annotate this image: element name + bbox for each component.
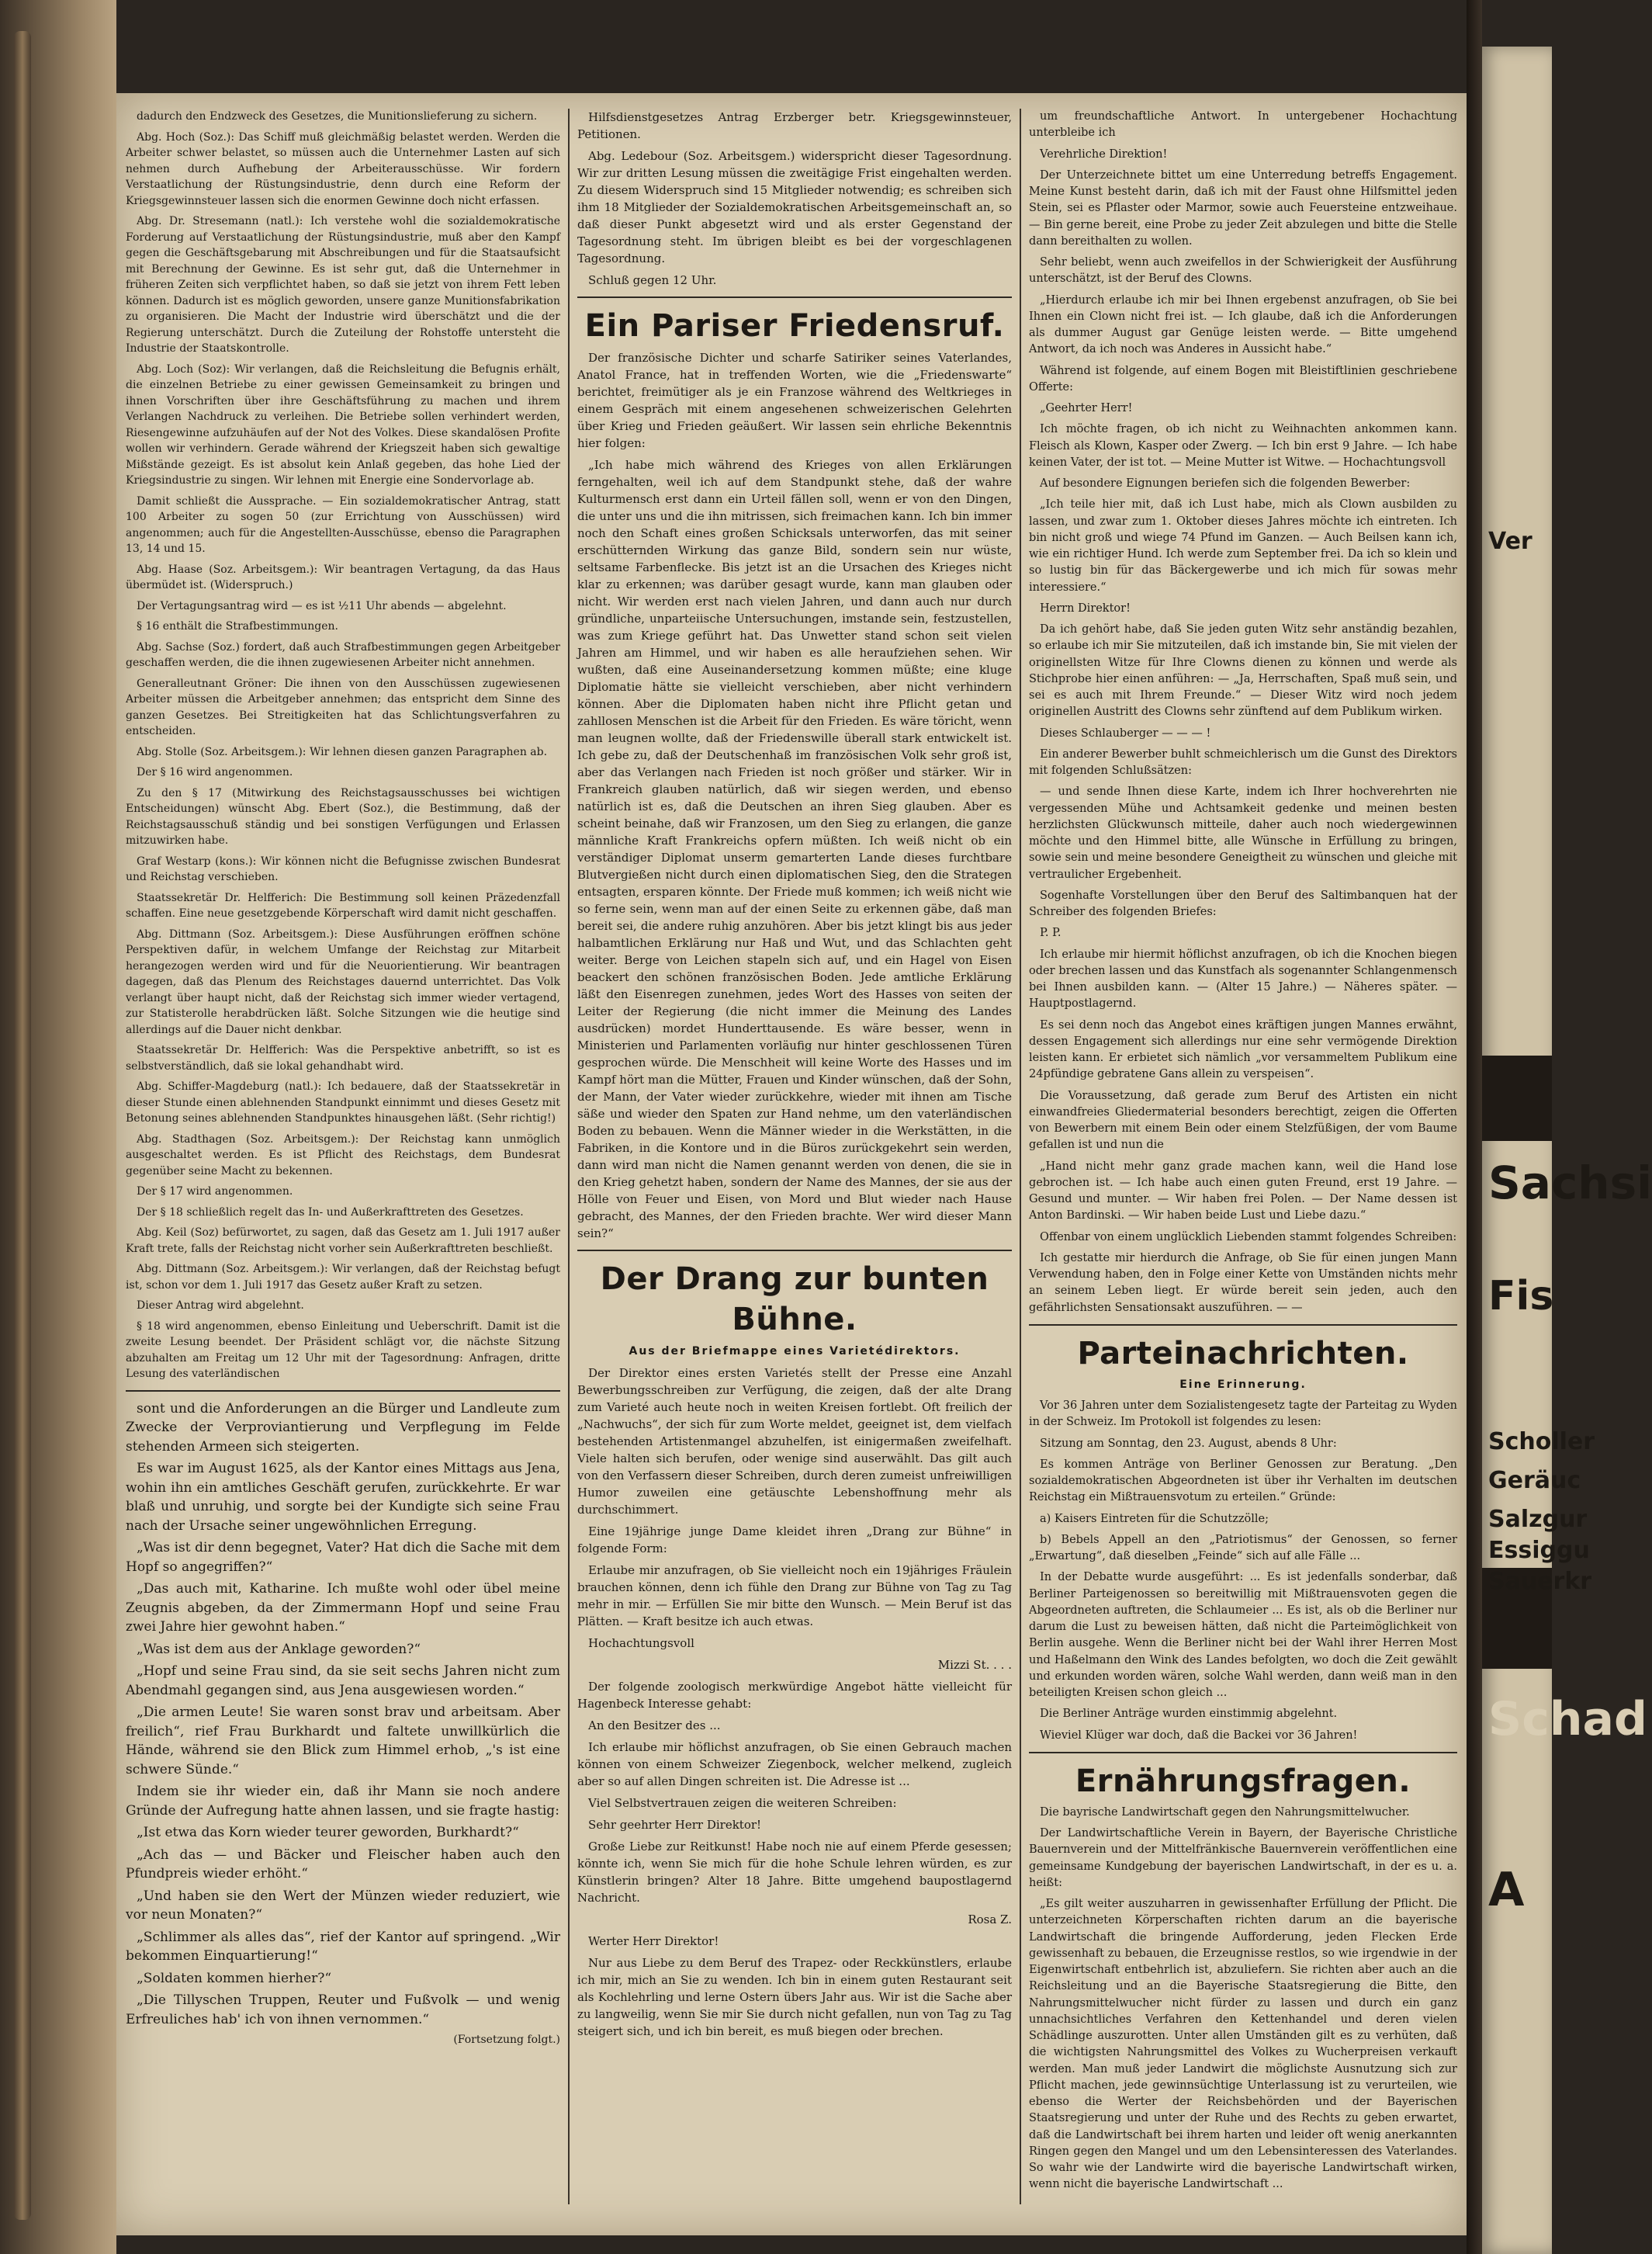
paragraph: Abg. Keil (Soz) befürwortet, zu sagen, daß das Gesetz am 1. Juli 1917 außer Kraft trete, falls der Reichstag nicht vorher sein Außerkrafttreten beschließt. [126,1226,560,1255]
paragraph: „Geehrter Herr! [1040,402,1133,414]
headline-drang-zur-buehne: Der Drang zur bunten Bühne. [600,1261,989,1337]
column-rule [1020,109,1021,2204]
paragraph: § 16 enthält die Strafbestimmungen. [137,620,339,633]
column-2 [577,109,1012,2044]
paragraph: Hilfsdienstgesetzes Antrag Erzberger betr. Kriegsgewinnsteuer, Petitionen. [577,110,1012,141]
paragraph: Es kommen Anträge von Berliner Genossen zur Beratung. „Den sozialdemokratischen Abgeordneten ist über ihr Verhalten im deutschen Reichstag ein Mißtrauensvotum zu erteilen.“ Gründe: [1029,1458,1457,1504]
paragraph: Nur aus Liebe zu dem Beruf des Trapez- oder Reckkünstlers, erlaube ich mir, mich an Sie zu wenden. Ich bin in einem guten Restaurant seit als Kochlehrling und lerne Ostern übers Jahr aus. Wir ist die Sache aber zu langweilig, wenn Sie mir Sie durch nicht gefallen, nun von Tag zu Tag steigert sich, und ich bin bereit, es muß biegen oder brechen. [577,1956,1012,2038]
paragraph: Staatssekretär Dr. Helfferich: Die Bestimmung soll keinen Präzedenzfall schaffen. Eine neue gesetzgebende Körperschaft wird damit nicht geschaffen. [126,891,560,920]
paragraph: Es sei denn noch das Angebot eines kräftigen jungen Mannes erwähnt, dessen Engagement sich allerdings nur eine sehr vermögende Direktion leisten kann. Er erbietet sich nämlich „vor versammeltem Publikum eine 24pfündige gebratene Gans allein zu verspeisen“. [1029,1018,1457,1081]
paragraph: a) Kaisers Eintreten für die Schutzzölle; [1040,1512,1269,1525]
story-paragraph: „Die armen Leute! Sie waren sonst brav und arbeitsam. Aber freilich“, rief Frau Burkhardt und faltete unwillkürlich die Hände, während sie den Blick zum Himmel erhob, „'s ist eine schwere Sünde.“ [126,1704,560,1777]
paragraph: Abg. Dr. Stresemann (natl.): Ich verstehe wohl die sozialdemokratische Forderung auf Verstaatlichung der Rüstungsindustrie, muß aber den Kampf gegen die Geschäftsgebarung mit Abschreibungen und für die Staatsaufsicht mit Berechnung der Gewinne. Es ist sehr gut, daß die Unternehmer in früheren Zeiten sich verpflichtet haben, so daß sie jetzt von ihrem Fett leben können. Dadurch ist es möglich geworden, unsere ganze Munitionsfabrikation zu organisieren. Die Macht der Industrie wird überschätzt und die der Regierung unterschätzt. Durch die Zuteilung der Rohstoffe untersteht die Industrie der Staatskontrolle. [126,215,560,355]
story-paragraph: „Soldaten kommen hierher?“ [137,1970,332,1986]
next-page-fragment: Schad [1488,1692,1647,1746]
story-paragraph: „Die Tillyschen Truppen, Reuter und Fußvolk — und wenig Erfreuliches hab' ich von ihnen vernommen.“ [126,1992,560,2027]
next-page-fragment: Ver [1488,528,1533,555]
paragraph: Wieviel Klüger war doch, daß die Backei vor 36 Jahren! [1040,1729,1358,1742]
next-page-fragment: Scholler [1488,1428,1595,1455]
paragraph: Abg. Schiffer-Magdeburg (natl.): Ich bedauere, daß der Staatssekretär in dieser Stunde einen ablehnenden Standpunkt einnimmt und dieses Gesetz mit Betonung seines ablehnenden Standpunktes hinausgehen läßt. (Sehr richtig!) [126,1080,560,1125]
paragraph: dadurch den Endzweck des Gesetzes, die Munitionslieferung zu sichern. [137,110,538,123]
headline-ernaehrungsfragen: Ernährungsfragen. [1075,1763,1411,1799]
paragraph: Der Landwirtschaftliche Verein in Bayern, der Bayerische Christliche Bauernverein und der Mittelfränkische Bauernverein veröffentlichen eine gemeinsame Kundgebung der bayerischen Landwirtschaft, in der es u. a. heißt: [1029,1827,1457,1889]
continued-note: (Fortsetzung folgt.) [453,2034,560,2046]
next-page-fragment: Sachsi [1488,1156,1652,1209]
paragraph: Sitzung am Sonntag, den 23. August, abends 8 Uhr: [1040,1437,1337,1450]
section-divider [577,296,1012,298]
next-page-fragment: Salzgur [1488,1506,1588,1533]
paragraph: Graf Westarp (kons.): Wir können nicht die Befugnisse zwischen Bundesrat und Reichstag verschieben. [126,855,560,883]
paragraph: Sogenhafte Vorstellungen über den Beruf des Saltimbanquen hat der Schreiber des folgenden Briefes: [1029,889,1457,918]
paragraph: Der Direktor eines ersten Varietés stellt der Presse eine Anzahl Bewerbungsschreiben zur Verfügung, die zeigen, daß der alte Drang zum Varieté auch heute noch in weiten Kreisen fortlebt. Oft freilich der „Nachwuchs“, der sich für zum Worte meldet, geeignet ist, dem vielfach bestehenden Artistenmangel abzuhelfen, ist einigermaßen zweifelhaft. Viele halten sich berufen, oder wenige sind auserwählt. Das gilt auch von den Verfassern dieser Schreiben, durch deren zumeist unfreiwilligen Humor zuweilen eine getäuschte Lebenshoffnung mehr als durchschimmert. [577,1366,1012,1517]
paragraph: „Ich habe mich während des Krieges von allen Erklärungen ferngehalten, weil ich auf dem Standpunkt stehe, daß der wahre Kulturmensch erst dann ein Urteil fällen soll, wenn er von den Dingen, die unter uns und die ihn mitrissen, sich freimachen kann. Ich bin immer noch den Schaft eines großen Schicksals unterworfen, das mit seiner erschütternden Wirkung das ganze Bild, sondern sein nur wüste, seltsame Farbenflecke. Bis jetzt ist an die Ursachen des Krieges nicht klar zu erkennen; was darüber gesagt wurde, kann man glauben oder nicht. Wir werden erst nach vielen Jahren, und dann auch nur durch gründliche, unparteiische Untersuchungen, imstande sein, festzustellen, was zum Kriege geführt hat. Das Unwetter stand schon seit vielen Jahren am Himmel, und wir haben es alle heraufziehen sehen. Wir wußten, daß eine Auseinandersetzung kommen müßte; eine kluge Diplomatie hätte sie vielleicht verschieben, aber nicht verhindern können. Aber die Diplomaten haben nicht ihre Pflicht getan und zahllosen Menschen ist die Arbeit für den Frieden. Es wäre töricht, wenn man leugnen wollte, daß der Friedenswille überall stark entwickelt ist. Ich gebe zu, daß der Deutschenhaß im französischen Volk sehr groß ist, aber das Verlangen nach Frieden ist noch größer und stärker. Wir in Frankreich glauben natürlich, daß wir siegen werden, und ebenso natürlich ist es, daß die Deutschen an ihren Sieg glauben. Aber es scheint beinahe, daß wir Franzosen, um den Sieg zu erlangen, die ganze männliche Kraft Frankreichs opfern müßten. Ich weiß nicht ob ein verständiger Diplomat unserm gemarterten Lande dieses furchtbare Blutvergießen nicht durch einen diplomatischen Sieg, den die Strategen entsagten, ersparen könnte. Der Friede muß kommen; ich weiß nicht wie so ferne sein, wenn man auf der einen Seite zu erkennen gäbe, daß man bereit sei, die andere ruhig anzuhören. Aber bis jetzt klingt bis aus jeder halbamtlichen Erklärung nur Haß und Wut, und das Schlachten geht weiter. Berge von Leichen stapeln sich auf, und ein Hagel von Eisen beackert den schönen französischen Boden. Jede amtliche Erklärung läßt den Eisenregen zunehmen, jedes Wort des Hasses von seiten der Leiter der Regierung (die nicht immer die Meinung des Landes ausdrücken) mordet Hunderttausende. Es wäre besser, wenn in Ministerien und Parlamenten vorläufig nur hinter geschlossenen Türen gesprochen würde. Die Menschheit will keine Worte des Hasses und im Kampf hört man die Mütter, Frauen und Kinder wünschen, daß der Sohn, der Mann, der Vater wieder zurückkehre, wieder mit ihnen am Tische säße und wieder den Spaten zur Hand nehme, um den vaterländischen Boden zu bebauen. Wenn die Männer wieder in die Werkstätten, in die Fabriken, in die Kontore und in die Büros zurückgekehrt sein werden, dann wird man nicht die Namen genannt werden von denen, die sie in den Krieg gehetzt haben, sondern der Name des Mannes, der sie aus der Hölle von Feuer und Eisen, von Mord und Blut wieder nach Hause gebracht, des Mannes, der den Frieden brachte. Wer wird dieser Mann sein?“ [577,458,1013,1240]
page-gutter [1467,0,1482,2254]
story-paragraph: „Was ist dem aus der Anklage geworden?“ [137,1641,421,1657]
section-divider [1029,1752,1457,1753]
article-drang-zur-buehne [577,1365,1012,2040]
book-binding [0,0,116,2254]
story-paragraph: „Was ist dir denn begegnet, Vater? Hat dich die Sache mit dem Hopf so angegriffen?“ [126,1540,560,1575]
paragraph: Abg. Loch (Soz): Wir verlangen, daß die Reichsleitung die Befugnis erhält, die einzelnen Betriebe zu einer gewissen Gemeinsamkeit zu bringen und ihnen Vorschriften über ihre Geschäftsführung zu machen und ihrem Verlangen Nachdruck zu verleihen. Die Betriebe sollen verhindert werden, Riesengewinne aufzuhäufen auf der Not des Volkes. Diese skandalösen Profite wollen wir verhindern. Gerade während der Kriegszeit haben sich gewaltige Mißstände gezeigt. Es ist absolut kein Anlaß gegeben, das hohe Lied der Kriegsindustrie zu singen. Wir lehnen mit Energie eine Sondervorlage ab. [126,362,560,487]
column-1 [126,109,560,2053]
paragraph: Generalleutnant Gröner: Die ihnen von den Ausschüssen zugewiesenen Arbeiter müssen die Arbeitgeber annehmen; das entspricht dem Sinne des ganzen Gesetzes. Bei Streitigkeiten hat das Schlichtungsverfahren zu entscheiden. [126,677,560,737]
section-divider [126,1390,560,1392]
paragraph: Der französische Dichter und scharfe Satiriker seines Vaterlandes, Anatol France, hat in treffenden Worten, wie die „Friedenswarte“ berichtet, freimütiger als je ein Franzose während des Weltkrieges in einem Gespräch mit einem angesehenen schweizerischen Gelehrten über Krieg und Frieden geäußert. Wir lassen sein ehrliche Bekenntnis hier folgen: [577,351,1012,450]
paragraph: Abg. Haase (Soz. Arbeitsgem.): Wir beantragen Vertagung, da das Haus übermüdet ist. (Widerspruch.) [126,563,560,591]
paragraph: „Hierdurch erlaube ich mir bei Ihnen ergebenst anzufragen, ob Sie bei Ihnen ein Clown nicht frei ist. — Ich glaube, daß ich die Anforderungen als dummer August gar Genüge leisten werde. — Bitte umgehend Antwort, da ich noch was Anderes in Aussicht habe.“ [1029,293,1457,356]
adjacent-page-edge [1482,47,1652,2254]
paragraph: Ich erlaube mir hiermit höflichst anzufragen, ob ich die Knochen biegen oder brechen lassen und das Kunstfach als sogenannter Schlangenmensch bei Ihnen ausbilden kann. — (Alter 15 Jahre.) — Näheres später. — Hauptpostlagernd. [1029,948,1457,1011]
paragraph: § 18 wird angenommen, ebenso Einleitung und Ueberschrift. Damit ist die zweite Lesung beendet. Der Präsident schlägt vor, die nächste Sitzung abzuhalten am Freitag um 12 Uhr mit der Tagesordnung: Anfragen, dritte Lesung des vaterländischen [126,1319,560,1380]
paragraph: In der Debatte wurde ausgeführt: ... Es ist jedenfalls sonderbar, daß Berliner Parteigenossen so bereitwillig mit Mißtrauensvoten gegen die Abgeordneten auftreten, die Schlaumeier ... Es ist, als ob die Berliner nur darum die Lust zu beweisen hätten, daß nicht die Parteimöglichkeit von Berlin ausgehe. Wenn die Berliner nicht bei der Wahl ihrer Herren Most und Haßelmann den Wink des Landes befolgten, wo doch die Zeit gewählt und erkunden worden wären, solche Wahl werden, dann weiß man in den beteiligten Kreisen schon gleich ... [1029,1571,1457,1699]
next-page-fragment: Geräuc [1488,1467,1581,1494]
paragraph: Sehr beliebt, wenn auch zweifellos in der Schwierigkeit der Ausführung unterschätzt, ist der Beruf des Clowns. [1029,256,1457,286]
paragraph: Abg. Stolle (Soz. Arbeitsgem.): Wir lehnen diesen ganzen Paragraphen ab. [137,745,548,758]
paragraph: Die bayrische Landwirtschaft gegen den Nahrungsmittelwucher. [1040,1805,1410,1819]
paragraph: Dieser Antrag wird abgelehnt. [137,1299,304,1312]
story-paragraph: Indem sie ihr wieder ein, daß ihr Mann sie noch andere Gründe der Aufregung hatte ahnen lassen, und sie fragte hastig: [126,1784,560,1819]
paragraph: Hochachtungsvoll [588,1636,694,1650]
binding-stripe [14,31,31,2220]
column-1-parliament-report [126,109,560,1382]
next-page-fragment: A [1488,1863,1525,1917]
next-page-fragment: Sauerkr [1488,1568,1592,1595]
paragraph: Der § 18 schließlich regelt das In- und Außerkrafttreten des Gesetzes. [137,1205,524,1219]
paragraph: „Hand nicht mehr ganz grade machen kann, weil die Hand lose gebrochen ist. — Ich habe auch einen guten Freund, erst 19 Jahre. — Gesund und munter. — Wir haben frei Polen. — Der Name dessen ist Anton Bardinski. — Wir haben beide Lust und Liebe dazu.“ [1029,1160,1457,1222]
paragraph: Große Liebe zur Reitkunst! Habe noch nie auf einem Pferde gesessen; könnte ich, wenn Sie mich für die hohe Schule lehren würden, es zur Künstlerin bringen? Alter 18 Jahre. Bitte umgehend baupostlagernd Nachricht. [577,1840,1012,1905]
paragraph: Abg. Ledebour (Soz. Arbeitsgem.) widerspricht dieser Tagesordnung. Wir zur dritten Lesung müssen die zweitägige Frist eingehalten werden. Zu diesem Widerspruch sind 15 Mitglieder notwendig; es schreiben sich ihm 18 Mitglieder der Sozialdemokratischen Arbeitsgemeinschaft an, so daß dieser Punkt abgesetzt wird und als erster Gegenstand der Tagesordnung steht. Im übrigen bleibt es bei der vorgeschlagenen Tagesordnung. [577,149,1012,265]
story-paragraph: sont und die Anforderungen an die Bürger und Landleute zum Zwecke der Verproviantierung und Verpflegung im Felde stehenden Armeen sich steigerten. [126,1400,560,1455]
paragraph: P. P. [1040,927,1062,940]
next-page-fragment: Fis [1488,1273,1554,1319]
serial-story [126,1399,560,2030]
paragraph: Offenbar von einem unglücklich Liebenden stammt folgendes Schreiben: [1040,1230,1457,1243]
paragraph: An den Besitzer des ... [588,1718,721,1732]
paragraph: Erlaube mir anzufragen, ob Sie vielleicht noch ein 19jähriges Fräulein brauchen können, denn ich fühle den Drang zur Bühne von Tag zu Tag mehr in mir. — Erfüllen Sie mir bitte den Wunsch. — Mein Beruf ist das Plätten. — Kraft besitze ich auch etwas. [577,1563,1012,1628]
story-paragraph: „Schlimmer als alles das“, rief der Kantor auf springend. „Wir bekommen Einquartierung!“ [126,1929,560,1964]
letter-signature: Rosa Z. [968,1912,1012,1926]
headline-pariser-friedensruf: Ein Pariser Friedensruf. [584,308,1005,344]
paragraph: Staatssekretär Dr. Helfferich: Was die Perspektive anbetrifft, so ist es selbstverständlich, daß sie lokal gehandhabt wird. [126,1044,560,1073]
paragraph: Vor 36 Jahren unter dem Sozialistengesetz tagte der Parteitag zu Wyden in der Schweiz. Im Protokoll ist folgendes zu lesen: [1029,1399,1457,1429]
article-pariser-friedensruf [577,349,1012,1242]
paragraph: Herrn Direktor! [1040,602,1131,615]
paragraph: Während ist folgende, auf einem Bogen mit Bleistiftlinien geschriebene Offerte: [1029,364,1457,394]
paragraph: Zu den § 17 (Mitwirkung des Reichstagsausschusses bei wichtigen Entscheidungen) wünscht Abg. Ebert (Soz.), die Bestimmung, daß der Reichstagsausschuß ständig und bei sonstigen Verfügungen und Erlassen mitzuwirken habe. [126,786,560,847]
paragraph: Die Berliner Anträge wurden einstimmig abgelehnt. [1040,1708,1338,1721]
headline-parteinachrichten: Parteinachrichten. [1077,1335,1409,1371]
paragraph: — und sende Ihnen diese Karte, indem ich Ihrer hochverehrten nie vergessenden Mühe und Achtsamkeit gedenke und meinen besten herzlichsten Glückwunsch mitteile, daher auch noch wiedergewinnen möchte und den Himmel bitte, alle Wünsche in Erfüllung zu bringen, sowie sein und meine besondere Geneigtheit zu wünschen und gleiche mit vertraulicher Ergebenheit. [1029,785,1457,881]
next-page-fragment: Essiggu [1488,1537,1590,1564]
article-ernaehrungsfragen [1029,1805,1457,2193]
paragraph: Ich möchte fragen, ob ich nicht zu Weihnachten ankommen kann. Fleisch als Klown, Kasper oder Zwerg. — Ich bin erst 9 Jahre. — Ich habe keinen Vater, der ist tot. — Meine Mutter ist Witwe. — Hochachtungsvoll [1029,423,1457,469]
paragraph: Abg. Dittmann (Soz. Arbeitsgem.): Diese Ausführungen eröffnen schöne Perspektiven dafür, in welchem Umfange der Reichstag zur Mitarbeit herangezogen werden wird und für die Neuorientierung. Wir beantragen dagegen, daß das Plenum des Reichstages dauernd unterrichtet. Das Volk verlangt über haupt nicht, daß der Reichstag sich immer wieder vertagend, zur Statisterolle herabdrücken läßt. Solche Sitzungen wie die heutige sind allerdings auf die Dauer nicht denkbar. [126,928,560,1036]
column-2-intro [577,109,1012,267]
paragraph: b) Bebels Appell an den „Patriotismus“ der Genossen, so ferner „Erwartung“, daß dieselben „Feinde“ sich auf alle Fälle ... [1029,1533,1457,1562]
story-paragraph: Es war im August 1625, als der Kantor eines Mittags aus Jena, wohin ihn ein amtliches Geschäft gerufen, zurückkehrte. Er war blaß und unruhig, und sorgte bei der Kundigte sich seine Frau nach der Ursache seiner ungewöhnlichen Erregung. [126,1461,560,1534]
paragraph: Der § 16 wird angenommen. [137,766,293,778]
story-paragraph: „Und haben sie den Wert der Münzen wieder reduziert, wie vor neun Monaten?“ [126,1888,560,1923]
story-paragraph: „Ach das — und Bäcker und Fleischer haben auch den Pfundpreis wieder erhöht.“ [126,1847,560,1881]
ad-block [1482,1056,1552,1141]
paragraph: Ich erlaube mir höflichst anzufragen, ob Sie einen Gebrauch machen können von einem Schweizer Ziegenbock, welcher melkend, zugleich aber so auf allen Dingen schreiten ist. Die Adresse ist ... [577,1740,1012,1788]
subhead-briefmappe: Aus der Briefmappe eines Varietédirektors. [629,1345,961,1358]
paragraph: Eine 19jährige junge Dame kleidet ihren „Drang zur Bühne“ in folgende Form: [577,1524,1012,1555]
column-3-letters [1029,109,1457,1316]
column-rule [568,109,570,2204]
paragraph: Abg. Stadthagen (Soz. Arbeitsgem.): Der Reichstag kann unmöglich ausgeschaltet werden. Es ist Pflicht des Reichstags, dem Bundesrat gegenüber seine Macht zu bekennen. [126,1132,560,1177]
paragraph: Ein anderer Bewerber buhlt schmeichlerisch um die Gunst des Direktors mit folgenden Schlußsätzen: [1029,747,1457,777]
paragraph: Ich gestatte mir hierdurch die Anfrage, ob Sie für einen jungen Mann Verwendung haben, den in Folge einer Kette von Umständen nichts mehr an seinem Leben liegt. Er würde bereit sein jeden, auch den gefährlichsten Sensationsakt auszuführen. — — [1029,1251,1457,1314]
newspaper-page [116,93,1467,2235]
paragraph: Abg. Hoch (Soz.): Das Schiff muß gleichmäßig belastet werden. Werden die Arbeiter schwer belastet, so müssen auch die Unternehmer Lasten auf sich nehmen durch Aufhebung der Arbeiterausschüsse. Wir fordern Verstaatlichung der Rüstungsindustrie, denn durch eine Reform der Kriegsgewinnsteuer lassen sich die enormen Gewinne doch nicht erfassen. [126,130,560,207]
paragraph: „Es gilt weiter auszuharren in gewissenhafter Erfüllung der Pflicht. Die unterzeichneten Körperschaften richten darum an die bayerische Landwirtschaft die bringende Aufforderung, jeden Flecken Erde gewissenhaft zu bebauen, die Erzeugnisse restlos, so wie irgendwie in der Eigenwirtschaft entbehrlich ist, abzuliefern. Sie richten aber auch an die Reichsleitung und an die Bayerische Staatsregierung die Bitte, den Nahrungsmittelwucher nicht fürder zu lassen und durch ein ganz unnachsichtliches Verfahren den Kettenhandel und deren vielen Schädlinge auszurotten. Unter allen Umständen gilt es zu verhüten, daß die wichtigsten Nahrungsmittel des Volkes zu Wucherpreisen verkauft werden. Man muß jeder Landwirt die möglichste Ausnutzung sich zur Pflicht machen, jede gewinnsüchtige Unterlassung ist zu verurteilen, wie ebenso die Werter der Reichsbehörden und der Bayerischen Staatsregierung und unter der Ruhe und des Rechts zu geben erwartet, daß die Landwirtschaft bei ihrem harten und leider oft wenig anerkannten Ringen gegen den Mangel und um den Lebensinteressen des Vaterlandes. So wahr wie der Landwirte wird die bayerische Landwirtschaft wirken, wenn nicht die bayerische Landwirtschaft ... [1029,1898,1457,2191]
section-divider [577,1250,1012,1251]
paragraph: Werter Herr Direktor! [588,1934,719,1948]
article-parteinachrichten [1029,1398,1457,1744]
session-close: Schluß gegen 12 Uhr. [588,273,717,287]
paragraph: Viel Selbstvertrauen zeigen die weiteren Schreiben: [588,1796,897,1810]
paragraph: Auf besondere Eignungen beriefen sich die folgenden Bewerber: [1040,477,1411,490]
paragraph: Da ich gehört habe, daß Sie jeden guten Witz sehr anständig bezahlen, so erlaube ich mir Sie mitzuteilen, daß ich imstande bin, Sie mit vielen der originellsten Witze für Ihre Clowns dienen zu können und werde als Stichprobe hier einen anführen: — „Ja, Herrschaften, Spaß muß sein, und sei es auch mit Ihrem Freunde.“ — Dieser Witz wird noch jedem originellen Austritt des Clowns sehr zünftend auf dem Publikum wirken. [1029,623,1457,719]
paragraph: Sehr geehrter Herr Direktor! [588,1818,762,1832]
paragraph: Der folgende zoologisch merkwürdige Angebot hätte vielleicht für Hagenbeck Interesse gehabt: [577,1680,1012,1711]
paragraph: Abg. Dittmann (Soz. Arbeitsgem.): Wir verlangen, daß der Reichstag befugt ist, schon vor dem 1. Juli 1917 das Gesetz außer Kraft zu setzen. [126,1263,560,1292]
section-divider [1029,1324,1457,1326]
paragraph: Die Voraussetzung, daß gerade zum Beruf des Artisten ein nicht einwandfreies Gliedermaterial besonders berechtigt, zeigen die Offerten von Bewerbern mit einem Bein oder einem Stelzfüßigen, der vom Baume gefallen ist und nun die [1029,1089,1457,1152]
letter-signature: Mizzi St. . . . [937,1658,1012,1672]
paragraph: Der Vertagungsantrag wird — es ist ½11 Uhr abends — abgelehnt. [137,599,507,612]
paragraph: Der § 17 wird angenommen. [137,1185,293,1198]
story-paragraph: „Ist etwa das Korn wieder teurer geworden, Burkhardt?“ [137,1825,519,1840]
story-paragraph: „Hopf und seine Frau sind, da sie seit sechs Jahren nicht zum Abendmahl gegangen sind, aus Jena ausgewiesen worden.“ [126,1663,560,1698]
story-paragraph: „Das auch mit, Katharine. Ich mußte wohl oder übel meine Zeugnis abgeben, da der Zimmermann Hopf und seine Frau zwei Jahre hier gewohnt haben.“ [126,1581,560,1635]
paragraph: Verehrliche Direktion! [1040,147,1168,161]
paragraph: um freundschaftliche Antwort. In untergebener Hochachtung unterbleibe ich [1029,110,1457,140]
column-3 [1029,109,1457,2198]
paragraph: Abg. Sachse (Soz.) fordert, daß auch Strafbestimmungen gegen Arbeitgeber geschaffen werden, die die ihnen zugewiesenen Arbeiter nicht annehmen. [126,640,560,669]
paragraph: Damit schließt die Aussprache. — Ein sozialdemokratischer Antrag, statt 100 Arbeiter zu sogen 50 (zur Errichtung von Ausschüssen) wird angenommen; auch für die Angestellten-Ausschüsse, ebenso die Paragraphen 13, 14 und 15. [126,494,560,555]
paragraph: „Ich teile hier mit, daß ich Lust habe, mich als Clown ausbilden zu lassen, und zwar zum 1. Oktober dieses Jahres möchte ich eintreten. Ich bin nicht groß und wiege 74 Pfund im Ganzen. — Auch Beilsen kann ich, wie ein richtiger Hund. Ich werde zum September frei. Da ich so klein und so lustig bin für das Bäckergewerbe und ich mich für sowas mehr interessiere.“ [1029,498,1457,594]
paragraph: Der Unterzeichnete bittet um eine Unterredung betreffs Engagement. Meine Kunst besteht darin, daß ich mit der Faust ohne Hilfsmittel jeden Stein, sei es Pflaster oder Marmor, sowie auch Feuersteine entzweihaue. — Bin gerne bereit, eine Probe zu jeder Zeit abzulegen und bitte die Stelle dann bereithalten zu wollen. [1029,168,1457,248]
subhead-erinnerung: Eine Erinnerung. [1179,1378,1307,1391]
paragraph: Dieses Schlauberger — — — ! [1040,726,1211,740]
